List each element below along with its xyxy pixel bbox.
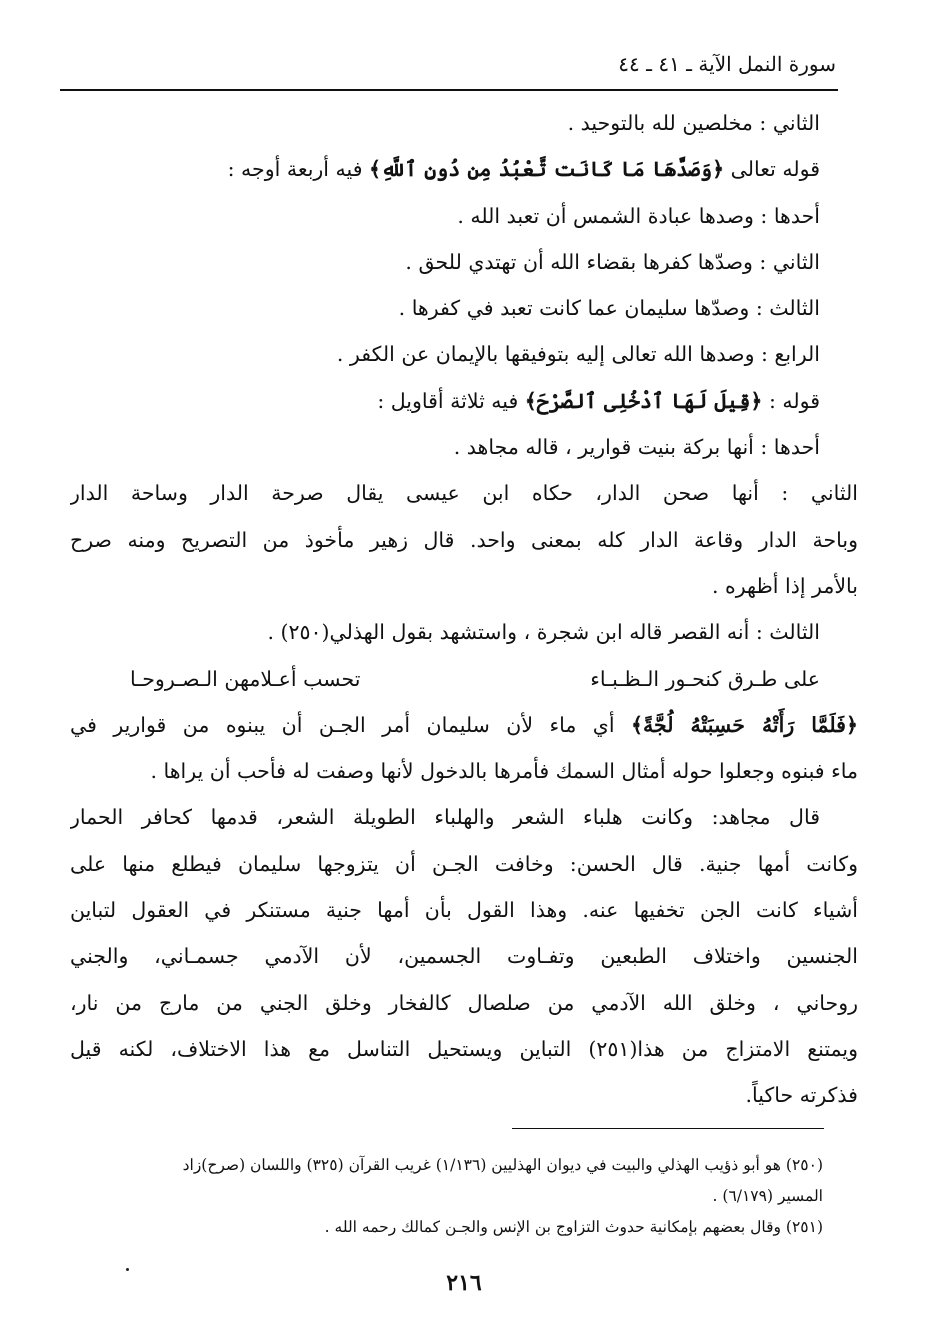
text-line: ويمتنع الامتزاج من هذا(٢٥١) التباين ويستحيل التناسل مع هذا الاختلاف، لكنه قيل bbox=[70, 1036, 858, 1061]
verse-hemistich-first: على طـرق كنحـور الـظـبـاء bbox=[590, 666, 820, 691]
text-line: الثاني : وصدّها كفرها بقضاء الله أن تهتدي للحق . bbox=[405, 249, 820, 274]
text-line bbox=[70, 146, 820, 192]
text-span: قوله تعالى bbox=[724, 157, 820, 182]
text-line: ماء فبنوه وجعلوا حوله أمثال السمك فأمرها بالدخول لأنها وصفت له فأحب أن يراها . bbox=[150, 759, 858, 784]
text-line: الجنسين واختلاف الطبعين وتفـاوت الجسمين، لأن الآدمي جسمـاني، والجني bbox=[70, 944, 858, 969]
text-line: الرابع : وصدها الله تعالى إليه بتوفيقها بالإيمان عن الكفر . bbox=[336, 342, 820, 367]
text-line: الثاني : مخلصين لله بالتوحيد . bbox=[567, 111, 820, 135]
footnote-250-continued: المسير (٦/١٧٩) . bbox=[712, 1187, 823, 1205]
text-line: فذكرته حاكياً. bbox=[745, 1083, 858, 1108]
text-line: الثالث : أنه القصر قاله ابن شجرة ، واستشهد بقول الهذلي(٢٥٠) . bbox=[267, 620, 820, 645]
quran-quote: ﴿فَلَمَّا رَأَتْهُ حَسِبَتْهُ لُجَّةً﴾ bbox=[631, 712, 858, 737]
text-line: أشياء كانت الجن تخفيها عنه. وهذا القول بأن أمها جنية مستنكر في العقول لتباين bbox=[70, 898, 858, 923]
text-span: أي ماء لأن سليمان أمر الجـن أن يبنوه من قوارير في bbox=[70, 712, 631, 737]
text-line: الثالث : وصدّها سليمان عما كانت تعبد في كفرها . bbox=[398, 296, 820, 321]
text-line bbox=[70, 378, 820, 424]
text-span: قوله : bbox=[762, 388, 820, 413]
footnote-251: (٢٥١) وقال بعضهم بإمكانية حدوث التزاوج بن الإنس والجـن كمالك رحمه الله . bbox=[324, 1218, 823, 1236]
header-rule bbox=[60, 89, 838, 91]
footnote-rule bbox=[512, 1128, 824, 1129]
text-line: روحاني ، وخلق الله الآدمي من صلصال كالفخار وخلق الجني من مارج من نار، bbox=[70, 990, 858, 1015]
quran-quote: ﴿قِيلَ لَهَا ٱدْخُلِى ٱلصَّرْحَ﴾ bbox=[524, 388, 763, 413]
main-text bbox=[70, 100, 858, 1119]
text-line: أحدها : أنها بركة بنيت قوارير ، قاله مجاهد . bbox=[453, 435, 820, 460]
quran-quote: ﴿وَصَدَّهَا مَا كَانَت تَّعْبُدُ مِن دُونِ ٱللَّهِ﴾ bbox=[369, 157, 725, 182]
text-span: فيه أربعة أوجه : bbox=[227, 157, 370, 182]
footnotes bbox=[75, 1150, 823, 1243]
poetry-verse bbox=[70, 656, 820, 702]
page-number: ٢١٦ bbox=[446, 1270, 482, 1296]
verse-hemistich-second: تحسب أعـلامهن الـصـروحـا bbox=[130, 666, 361, 691]
text-line bbox=[70, 702, 858, 748]
text-line: وكانت أمها جنية. قال الحسن: وخافت الجـن أن يتزوجها سليمان فيطلع منها على bbox=[70, 851, 858, 876]
running-head: سورة النمل الآية ـ ٤١ ـ ٤٤ bbox=[618, 52, 836, 76]
text-line: قال مجاهد: وكانت هلباء الشعر والهلباء الطويلة الشعر، قدمها كحافر الحمار bbox=[70, 805, 820, 830]
text-line: الثاني : أنها صحن الدار، حكاه ابن عيسى يقال صرحة الدار وساحة الدار bbox=[70, 481, 858, 506]
text-span: فيه ثلاثة أقاويل : bbox=[377, 388, 525, 413]
text-line: بالأمر إذا أظهره . bbox=[711, 573, 858, 598]
footnote-250: (٢٥٠) هو أبو ذؤيب الهذلي والبيت في ديوان الهذليين (١/١٣٦) غريب القرآن (٣٢٥) واللسان (صرح)زاد bbox=[182, 1156, 823, 1174]
text-line: وباحة الدار وقاعة الدار كله بمعنى واحد. قال زهير مأخوذ من التصريح ومنه صرح bbox=[70, 527, 858, 552]
text-line: أحدها : وصدها عبادة الشمس أن تعبد الله . bbox=[457, 203, 820, 228]
